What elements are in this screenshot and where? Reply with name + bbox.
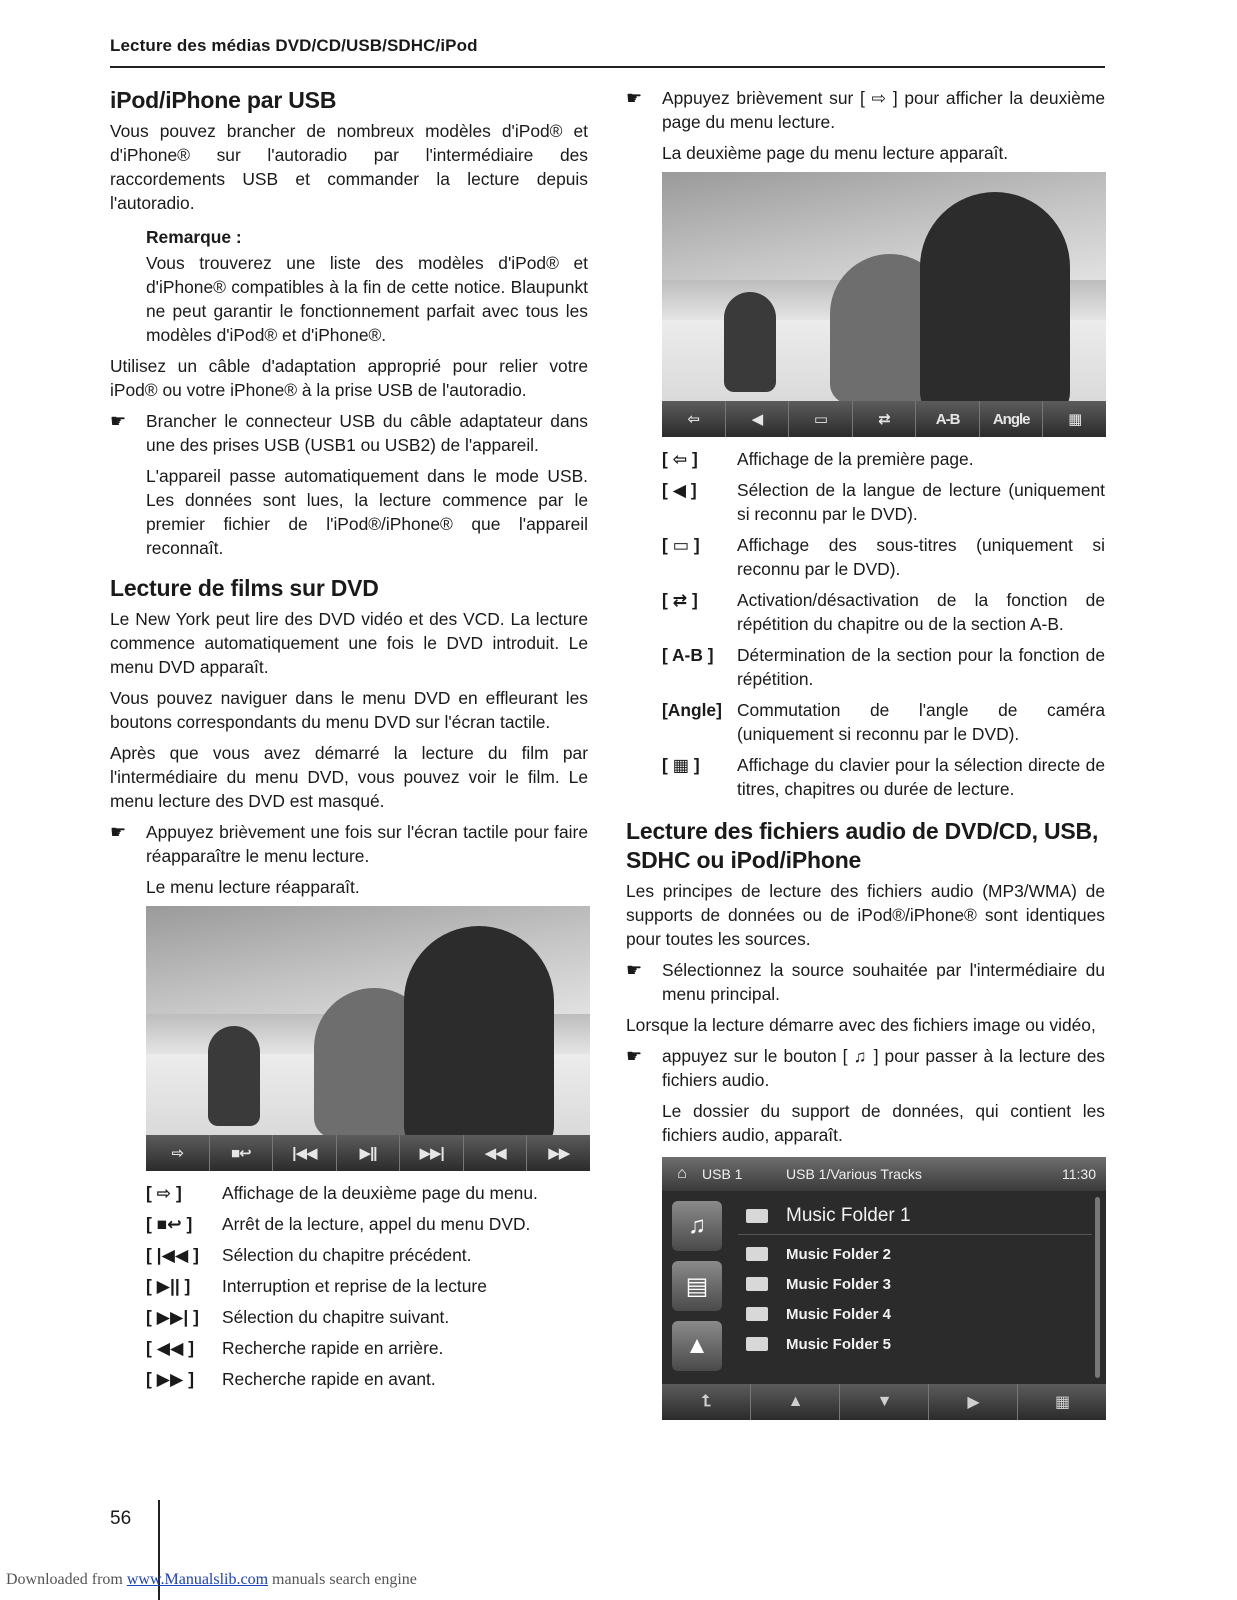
result-text: L'appareil passe automatiquement dans le mode USB. Les données sont lues, la lecture commence par le premier fichier de l'iPod®/iPhone® que l'appareil reconnaît. xyxy=(146,466,588,558)
folder-path: USB 1/Various Tracks xyxy=(786,1166,922,1182)
legend-row: [Angle] Commutation de l'angle de caméra (uniquement si reconnu par le DVD). xyxy=(662,700,1105,744)
legend-icon: [ ▶|| ] xyxy=(146,1276,191,1296)
legend-row: [ ▭ ] Affichage des sous-titres (uniquement si reconnu par le DVD). xyxy=(662,535,1105,579)
legend-row: [ ⇄ ] Activation/désactivation de la fonction de répétition du chapitre ou de la section A-B. xyxy=(662,590,1105,634)
section-title-audio: Lecture des fichiers audio de DVD/CD, USB, SDHC ou iPod/iPhone xyxy=(626,818,1099,873)
source-icon[interactable]: ⌂ xyxy=(677,1165,687,1182)
legend-row: [ ⇦ ] Affichage de la première page. xyxy=(662,449,974,469)
photo-figure xyxy=(404,926,554,1156)
legend-icon: [ ⇦ ] xyxy=(662,449,698,469)
legend-icon: [ |◀◀ ] xyxy=(146,1245,199,1265)
left-column xyxy=(110,86,588,1398)
legend-row: [ ⇨ ] Affichage de la deuxième page du menu. xyxy=(146,1183,538,1203)
paragraph: Le New York peut lire des DVD vidéo et des VCD. La lecture commence automatiquement une fois le DVD introduit. Le menu DVD apparaît. xyxy=(110,609,588,677)
dvd-playback-screenshot-page2 xyxy=(662,172,1106,437)
legend-icon: [ ◀◀ ] xyxy=(146,1338,194,1358)
folder-icon xyxy=(746,1209,768,1223)
pointing-hand-icon: ☛ xyxy=(626,960,643,980)
media-top-bar xyxy=(662,1157,1106,1191)
subtitles-button[interactable]: ▭ xyxy=(789,401,853,437)
paragraph: Après que vous avez démarré la lecture du film par l'intermédiaire du menu DVD, vous pouvez voir le film. Le menu lecture des DVD est masqué. xyxy=(110,743,588,811)
legend-icon: [ A-B ] xyxy=(662,645,714,665)
rewind-button[interactable]: ◀◀ xyxy=(464,1135,528,1171)
next-page-button[interactable]: ⇨ xyxy=(146,1135,210,1171)
legend-row: [ ■↩ ] Arrêt de la lecture, appel du menu DVD. xyxy=(146,1214,531,1234)
button-legend-page1 xyxy=(146,1181,588,1391)
bullet-text: appuyez sur le bouton [ ♫ ] pour passer à la lecture des fichiers audio. xyxy=(662,1046,1105,1090)
list-item[interactable]: Music Folder 2 xyxy=(738,1239,1092,1269)
note-title: Remarque : xyxy=(146,227,242,247)
button-legend-page2 xyxy=(662,447,1105,801)
section-title-ipod: iPod/iPhone par USB xyxy=(110,87,337,113)
legend-row: [ A-B ] Détermination de la section pour la fonction de répétition. xyxy=(662,645,1105,689)
fast-forward-button[interactable]: ▶▶ xyxy=(548,1145,570,1162)
next-chapter-button[interactable]: ▶▶| xyxy=(400,1135,464,1171)
result-text: Le menu lecture réapparaît. xyxy=(146,877,360,897)
manualslib-link[interactable]: www.Manualslib.com xyxy=(126,1571,269,1588)
angle-button[interactable]: Angle xyxy=(980,401,1044,437)
usb-music-browser-screenshot xyxy=(662,1157,1106,1420)
bullet-text: Appuyez brièvement sur [ ⇨ ] pour afficher la deuxième page du menu lecture. xyxy=(662,88,1105,132)
legend-icon: [ ▶▶| ] xyxy=(146,1307,199,1327)
instruction-bullet xyxy=(626,86,1105,134)
paragraph: Utilisez un câble d'adaptation approprié pour relier votre iPod® ou votre iPhone® à la prise USB de l'autoradio. xyxy=(110,356,588,400)
bullet-text: Sélectionnez la source souhaitée par l'intermédiaire du menu principal. xyxy=(662,960,1105,1004)
legend-icon: [ ◀ ] xyxy=(662,480,697,500)
legend-icon: [Angle] xyxy=(662,700,722,720)
list-item[interactable]: Music Folder 5 xyxy=(738,1329,1092,1359)
result-text: La deuxième page du menu lecture apparaît. xyxy=(662,143,1009,163)
clock: 11:30 xyxy=(1062,1166,1096,1182)
photo-figure xyxy=(724,292,776,392)
keypad-button[interactable]: ▦ xyxy=(1068,411,1082,428)
legend-icon: [ ▶▶ ] xyxy=(146,1369,194,1389)
media-type-sidebar xyxy=(662,1191,730,1384)
folder-icon xyxy=(746,1337,768,1351)
repeat-button[interactable]: ⇄ xyxy=(853,401,917,437)
bullet-text: Brancher le connecteur USB du câble adaptateur dans une des prises USB (USB1 ou USB2) de l'appareil. xyxy=(146,411,588,455)
legend-row: [ ▶▶ ] Recherche rapide en avant. xyxy=(146,1369,436,1389)
list-item[interactable]: Music Folder 3 xyxy=(738,1269,1092,1299)
legend-icon: [ ⇄ ] xyxy=(662,590,698,610)
previous-chapter-button[interactable]: |◀◀ xyxy=(273,1135,337,1171)
download-footer: Downloaded from www.Manualslib.com manuals search engine xyxy=(6,1571,417,1588)
folder-list xyxy=(738,1197,1092,1380)
photo-figure xyxy=(208,1026,260,1126)
media-bottom-bar xyxy=(662,1384,1106,1420)
pointing-hand-icon: ☛ xyxy=(626,1046,643,1066)
legend-row: [ ▶|| ] Interruption et reprise de la lecture xyxy=(146,1276,487,1296)
folder-up-button[interactable]: ⮤ xyxy=(662,1384,751,1420)
paragraph: Les principes de lecture des fichiers audio (MP3/WMA) de supports de données ou de iPod®/iPhone® sont identiques pour toutes les sources. xyxy=(626,881,1105,949)
pointing-hand-icon: ☛ xyxy=(626,88,643,108)
playback-control-bar xyxy=(146,1135,590,1171)
list-item[interactable]: Music Folder 1 xyxy=(738,1197,1092,1235)
instruction-bullet xyxy=(110,820,588,868)
ab-repeat-button[interactable]: A-B xyxy=(916,401,980,437)
pointing-hand-icon: ☛ xyxy=(110,411,127,431)
scroll-down-button[interactable]: ▼ xyxy=(840,1384,929,1420)
folder-icon xyxy=(746,1247,768,1261)
page-header xyxy=(110,36,1105,68)
playback-control-bar xyxy=(662,401,1106,437)
legend-row: [ ◀ ] Sélection de la langue de lecture (uniquement si reconnu par le DVD). xyxy=(662,480,1105,524)
scrollbar[interactable] xyxy=(1095,1197,1100,1378)
legend-row: [ ◀◀ ] Recherche rapide en arrière. xyxy=(146,1338,444,1358)
audio-language-button[interactable]: ◀ xyxy=(726,401,790,437)
result-text: Le dossier du support de données, qui contient les fichiers audio, apparaît. xyxy=(662,1101,1105,1145)
legend-row: [ ▶▶| ] Sélection du chapitre suivant. xyxy=(146,1307,450,1327)
paragraph: Vous pouvez brancher de nombreux modèles d'iPod® et d'iPhone® sur l'autoradio par l'intermédiaire des raccordements USB et commander la lecture depuis l'autoradio. xyxy=(110,121,588,213)
paragraph: Vous pouvez naviguer dans le menu DVD en effleurant les boutons correspondants du menu DVD sur l'écran tactile. xyxy=(110,688,588,732)
right-column xyxy=(626,86,1105,1420)
legend-icon: [ ⇨ ] xyxy=(146,1183,182,1203)
scroll-up-button[interactable]: ▲ xyxy=(751,1384,840,1420)
music-note-icon[interactable]: ♫ xyxy=(672,1201,722,1251)
legend-icon: [ ▦ ] xyxy=(662,755,700,775)
note-body: Vous trouverez une liste des modèles d'iPod® et d'iPhone® compatibles à la fin de cette notice. Blaupunkt ne peut garantir le fonctionnement parfait avec tous les modèles d'iPod® et d'iPhone®. xyxy=(146,253,588,345)
play-pause-button[interactable]: ▶|| xyxy=(337,1135,401,1171)
dvd-playback-screenshot-page1 xyxy=(146,906,590,1171)
source-label[interactable]: USB 1 xyxy=(702,1166,743,1182)
first-page-button[interactable]: ⇦ xyxy=(662,401,726,437)
list-item[interactable]: Music Folder 4 xyxy=(738,1299,1092,1329)
legend-row: [ ▦ ] Affichage du clavier pour la sélection directe de titres, chapitres ou durée de lecture. xyxy=(662,755,1105,799)
play-button[interactable]: ▶ xyxy=(929,1384,1018,1420)
legend-row: [ |◀◀ ] Sélection du chapitre précédent. xyxy=(146,1245,472,1265)
instruction-bullet xyxy=(626,958,1105,1006)
page-number: 56 xyxy=(110,1508,132,1529)
keypad-button[interactable]: ▦ xyxy=(1054,1394,1070,1411)
header-title: Lecture des médias DVD/CD/USB/SDHC/iPod xyxy=(110,36,478,55)
pointing-hand-icon: ☛ xyxy=(110,822,127,842)
instruction-bullet xyxy=(626,1044,1105,1092)
picture-icon[interactable]: ▲ xyxy=(672,1321,722,1371)
instruction-bullet xyxy=(110,409,588,457)
bullet-text: Appuyez brièvement une fois sur l'écran tactile pour faire réapparaître le menu lecture. xyxy=(146,822,588,866)
legend-icon: [ ■↩ ] xyxy=(146,1214,193,1234)
legend-icon: [ ▭ ] xyxy=(662,535,700,555)
folder-icon xyxy=(746,1307,768,1321)
folder-icon xyxy=(746,1277,768,1291)
stop-menu-button[interactable]: ■↩ xyxy=(210,1135,274,1171)
video-clapper-icon[interactable]: ▤ xyxy=(672,1261,722,1311)
photo-figure xyxy=(920,192,1070,422)
section-title-dvd: Lecture de films sur DVD xyxy=(110,575,379,601)
paragraph: Lorsque la lecture démarre avec des fichiers image ou vidéo, xyxy=(626,1015,1096,1035)
